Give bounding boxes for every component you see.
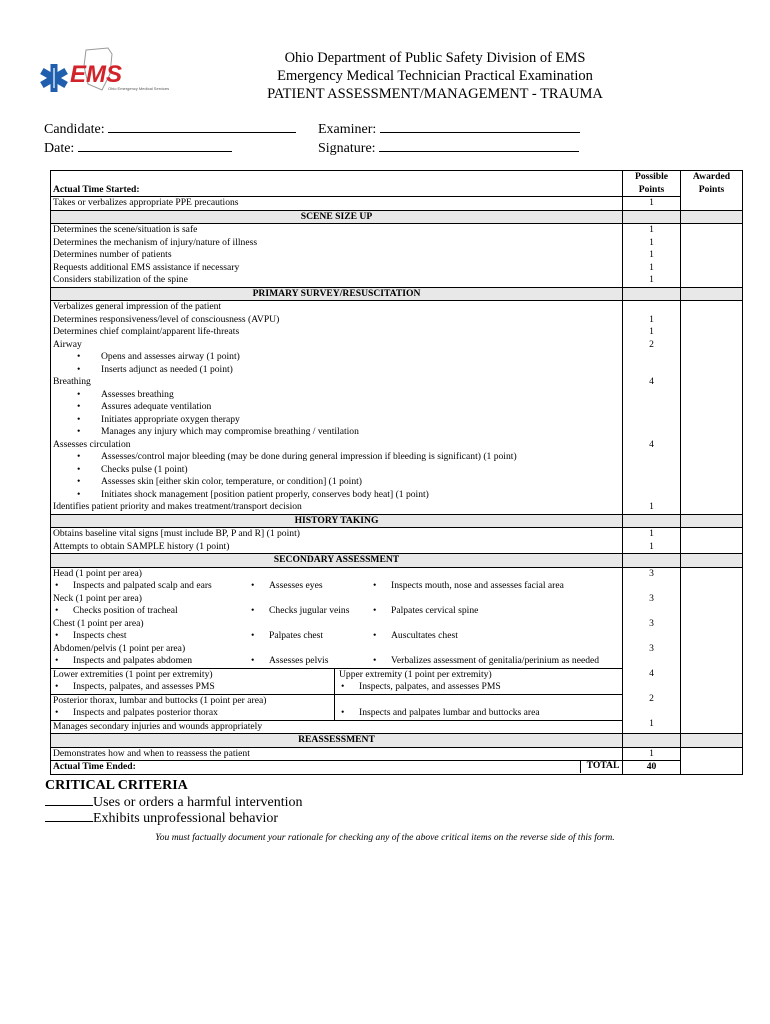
examiner-label: Examiner: (318, 122, 377, 137)
table-header-row (51, 171, 743, 197)
section-title: PRIMARY SURVEY/RESUSCITATION (51, 287, 623, 301)
table-row: Obtains baseline vital signs [must include BP, P and R] (1 point) Attempts to obtain SAMPLE history (1 point) 1 1 (51, 528, 743, 554)
footer-note: You must factually document your rationale for checking any of the above critical items on the reverse side of this form. (155, 832, 615, 843)
signature-label: Signature: (318, 141, 376, 156)
awarded-cell[interactable] (681, 567, 743, 734)
possible-points-header: Possible Points (623, 171, 681, 197)
awarded-cell[interactable] (681, 224, 743, 288)
section-title: SCENE SIZE UP (51, 210, 623, 224)
section-history-taking (51, 514, 743, 528)
examiner-line[interactable] (380, 119, 580, 133)
date-field[interactable] (44, 138, 232, 158)
total-points: 40 (623, 760, 680, 774)
examiner-field[interactable] (318, 119, 580, 139)
table-row: Head (1 point per area) • Inspects and palpated scalp and ears • Assesses eyes • Inspects mouth, nose and assesses facial area Neck (1 point per area) • Checks position of tracheal • Checks jugular veins • Palpates cervical spine Chest (1 point per area) • Inspects chest • Palpates chest • Auscultates chest Abdomen/pelvis (1 point per area) • Inspects and palpates abdomen • Assesses pelvis • Verbalizes assessment of genitalia/perinium as needed Lower extremities (1 point per extremity) Upper extremity (1 point per extremity) • Inspects, palpates, and assesses PMS • Inspects, palpates, and assesses PMS Posterior thorax, lumbar and buttocks (1 point per area) • Inspects and palpates posterior thorax • Inspects and palpates lumbar and buttocks area Manages secondary injuries and wounds appropriately 3 3 3 3 4 2 1 (51, 567, 743, 734)
table-row: Demonstrates how and when to reassess the patient Actual Time Ended: TOTAL 1 40 (51, 747, 743, 774)
header-line-3: PATIENT ASSESSMENT/MANAGEMENT - TRAUMA (267, 86, 603, 102)
candidate-line[interactable] (108, 119, 296, 133)
candidate-field[interactable] (44, 119, 296, 139)
svg-text:Ohio Emergency Medical Service: Ohio Emergency Medical Services (108, 86, 170, 91)
star-of-life-icon (40, 64, 68, 92)
section-title: HISTORY TAKING (51, 514, 623, 528)
date-label: Date: (44, 141, 75, 156)
ems-logo (38, 44, 170, 104)
section-reassessment (51, 734, 743, 748)
candidate-label: Candidate: (44, 122, 105, 137)
signature-field[interactable] (318, 138, 579, 158)
svg-text:EMS: EMS (70, 61, 123, 88)
header-line-2: Emergency Medical Technician Practical Examination (277, 68, 593, 84)
critical-criteria (45, 779, 303, 827)
section-scene-size-up (51, 210, 743, 224)
time-started-cell (51, 171, 623, 197)
date-line[interactable] (78, 138, 232, 152)
awarded-points-header: Awarded Points (681, 171, 743, 211)
critical-item[interactable]: Exhibits unprofessional behavior (45, 810, 303, 827)
section-primary-survey (51, 287, 743, 301)
section-secondary-assessment (51, 554, 743, 568)
total-label: TOTAL (580, 760, 625, 773)
table-row (51, 197, 743, 211)
header-line-1: Ohio Department of Public Safety Division of EMS (284, 50, 586, 66)
signature-line[interactable] (379, 138, 579, 152)
time-ended-label: Actual Time Ended: (53, 761, 136, 772)
table-row: Determines the scene/situation is safe Determines the mechanism of injury/nature of illness Determines number of patients Requests additional EMS assistance if necessary Considers stabilization of the spine 1 1 1 1 1 (51, 224, 743, 288)
section-title: REASSESSMENT (51, 734, 623, 748)
awarded-cell[interactable] (681, 528, 743, 554)
assessment-table (50, 170, 743, 775)
time-started-label: Actual Time Started: (53, 183, 140, 195)
critical-title: CRITICAL CRITERIA (45, 778, 188, 793)
section-title: SECONDARY ASSESSMENT (51, 554, 623, 568)
table-row: Verbalizes general impression of the patient Determines responsiveness/level of consciousness (AVPU) Determines chief complaint/apparent life-threats Airway • Opens and assesses airway (1 point) • Inserts adjunct as needed (1 point) Breathing • Assesses breathing • Assures adequate ventilation • Initiates appropriate oxygen therapy • Manages any injury which may compromise breathing / ventilation Assesses circulation • Assesses/control major bleeding (may be done during general impression if bleeding is significant) (1 point) • Checks pulse (1 point) • Assesses skin [either skin color, temperature, or condition] (1 point) • Initiates shock management [position patient properly, conserves body heat] (1 point) Identifies patient priority and makes treatment/transport decision 1 1 2 4 4 1 (51, 301, 743, 515)
awarded-cell[interactable] (681, 301, 743, 515)
ppe-points: 1 (623, 197, 681, 211)
critical-item[interactable]: Uses or orders a harmful intervention (45, 794, 303, 811)
form-header (150, 49, 720, 103)
ppe-label: Takes or verbalizes appropriate PPE precautions (51, 197, 623, 211)
awarded-total-cell[interactable] (681, 747, 743, 774)
